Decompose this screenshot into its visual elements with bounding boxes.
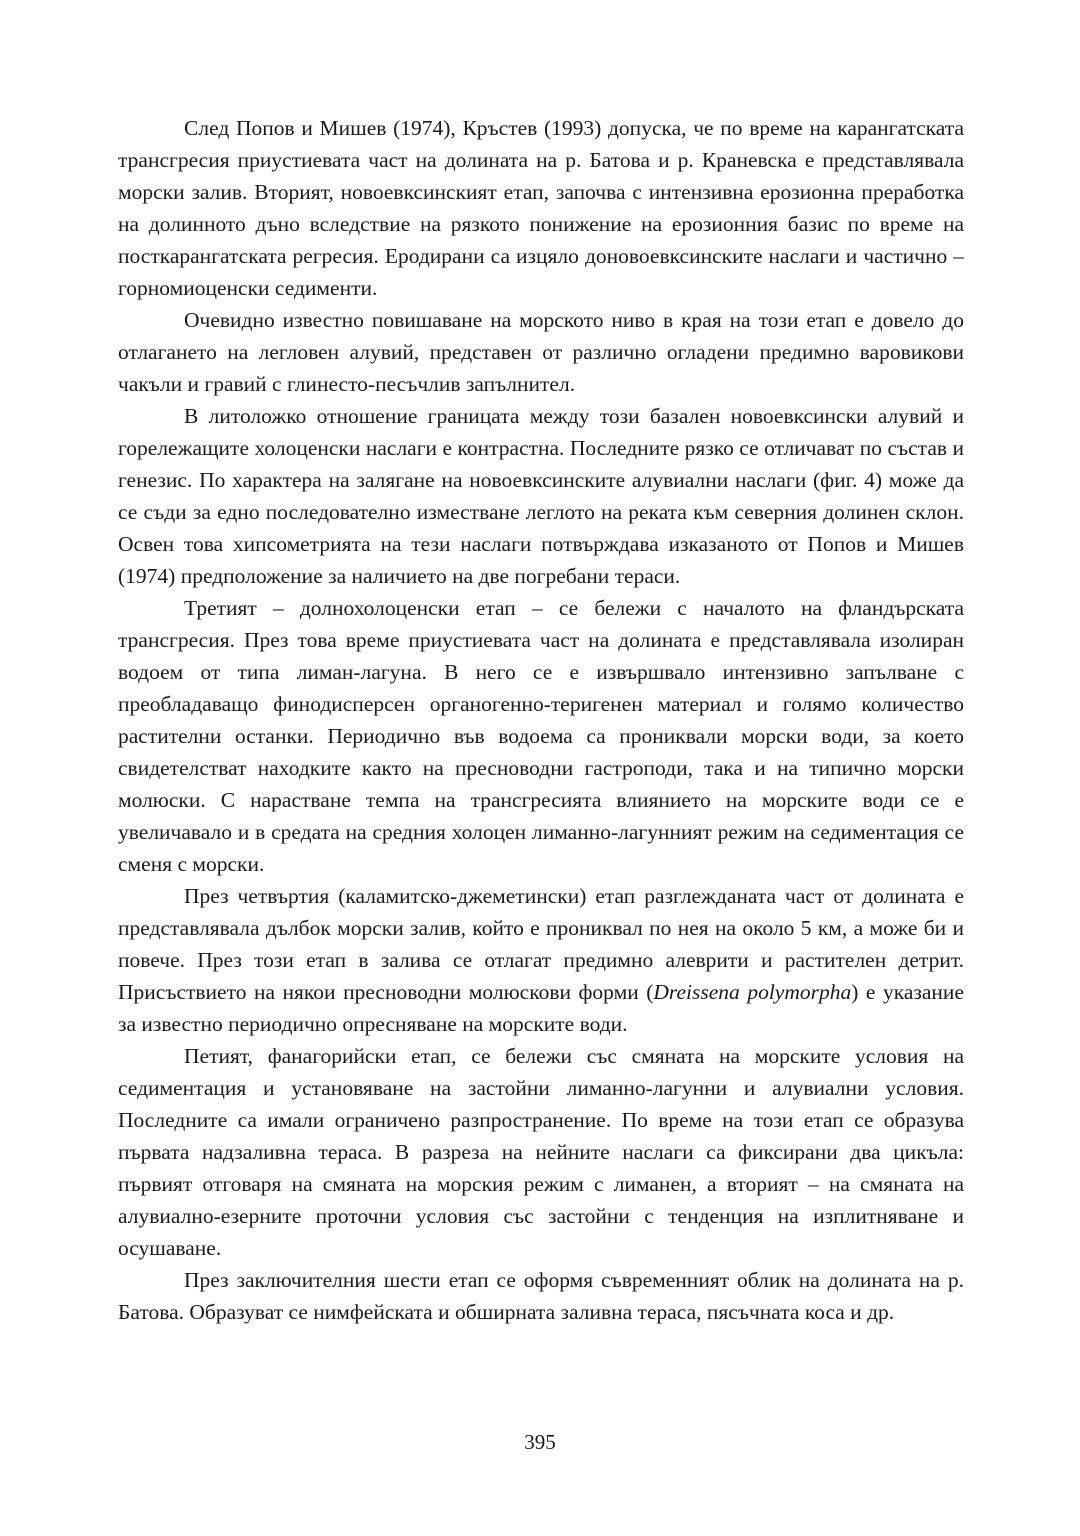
page-body [118, 112, 964, 1328]
paragraph-5-text-before: През четвъртия (каламитско-джеметински) етап разглежданата част от долината е представлявала дълбок морски залив, който е прониквал по нея на около 5 км, а може би и повече. През този етап в залива се отлагат предимно алеврити и растителен детрит. Присъствието на някои пресноводни молюскови форми ( [118, 884, 964, 1004]
paragraph-1: След Попов и Мишев (1974), Кръстев (1993) допуска, че по време на карангатската трансгресия приустиевата част на долината на р. Батова и р. Краневска е представлявала морски залив. Вторият, новоевксинският етап, започва с интензивна ерозионна преработка на долинното дъно вследствие на рязкото понижение на ерозионния базис по време на посткарангатската регресия. Еродирани са изцяло доновоевксинските наслаги и частично – горномиоценски седименти. [118, 116, 964, 300]
paragraph-7: През заключителния шести етап се оформя съвременният облик на долината на р. Батова. Образуват се нимфейската и обширната заливна тераса, пясъчната коса и др. [118, 1268, 964, 1324]
body-text [118, 112, 964, 1328]
paragraph-5-text-after: ) е указание за известно периодично опресняване на морските води. [118, 980, 964, 1036]
species-name: Dreissena polymorpha [653, 980, 852, 1004]
paragraph-5 [118, 880, 964, 1040]
paragraph-2: Очевидно известно повишаване на морското ниво в края на този етап е довело до отлагането на легловен алувий, представен от различно огладени предимно варовикови чакъли и гравий с глинесто-песъчлив запълнител. [118, 308, 964, 396]
paragraph-4: Третият – долнохолоценски етап – се бележи с началото на фландърската трансгресия. През това време приустиевата част на долината е представлявала изолиран водоем от типа лиман-лагуна. В него се е извършвало интензивно запълване с преобладаващо финодисперсен органогенно-теригенен материал и голямо количество растителни останки. Периодично във водоема са прониквали морски води, за което свидетелстват находките както на пресноводни гастроподи, така и на типично морски молюски. С нарастване темпа на трансгресията влиянието на морските води се е увеличавало и в средата на средния холоцен лиманно-лагунният режим на седиментация се сменя с морски. [118, 596, 964, 876]
paragraph-3: В литоложко отношение границата между този базален новоевксински алувий и горележащите холоценски наслаги е контрастна. Последните рязко се отличават по състав и генезис. По характера на залягане на новоевксинските алувиални наслаги (фиг. 4) може да се съди за едно последователно изместване леглото на реката към северния долинен склон. Освен това хипсометрията на тези наслаги потвърждава изказаното от Попов и Мишев (1974) предположение за наличието на две погребани тераси. [118, 404, 964, 588]
paragraph-6: Петият, фанагорийски етап, се бележи със смяната на морските условия на седиментация и установяване на застойни лиманно-лагунни и алувиални условия. Последните са имали ограничено разпространение. По време на този етап се образува първата надзаливна тераса. В разреза на нейните наслаги са фиксирани два цикъла: първият отговаря на смяната на морския режим с лиманен, а вторият – на смяната на алувиално-езерните проточни условия със застойни с тенденция на изплитняване и осушаване. [118, 1044, 964, 1260]
page-number: 395 [524, 1430, 556, 1454]
